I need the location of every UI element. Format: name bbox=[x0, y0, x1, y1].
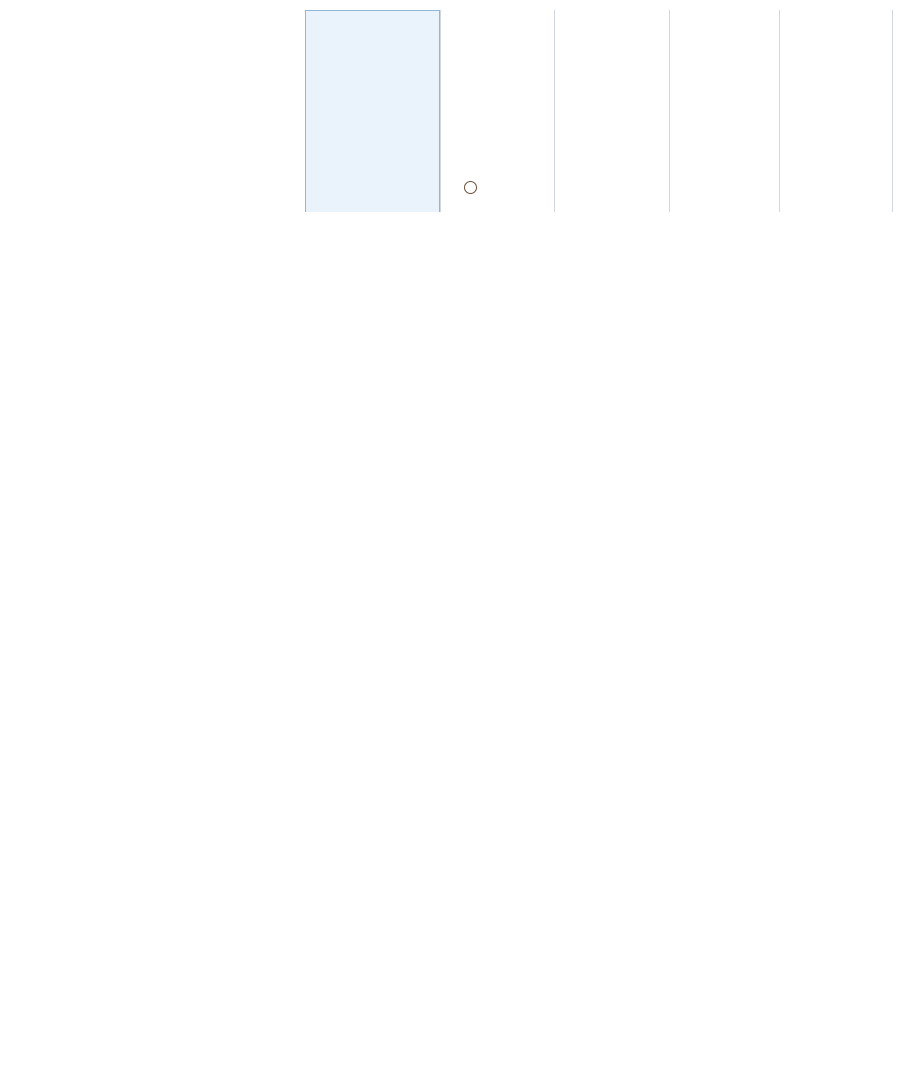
o2-logo bbox=[408, 182, 434, 208]
legend-item-no bbox=[115, 150, 165, 154]
legend-item-sometimes bbox=[163, 150, 213, 154]
heart-icon bbox=[464, 181, 477, 194]
column-header-emploi-direct bbox=[669, 10, 779, 212]
legend-item-yes bbox=[68, 150, 118, 154]
nounou-expert-logo bbox=[462, 180, 542, 208]
column-header-travail-au-noir bbox=[779, 10, 893, 212]
column-header-plateforme bbox=[554, 10, 669, 212]
legend bbox=[8, 150, 308, 210]
